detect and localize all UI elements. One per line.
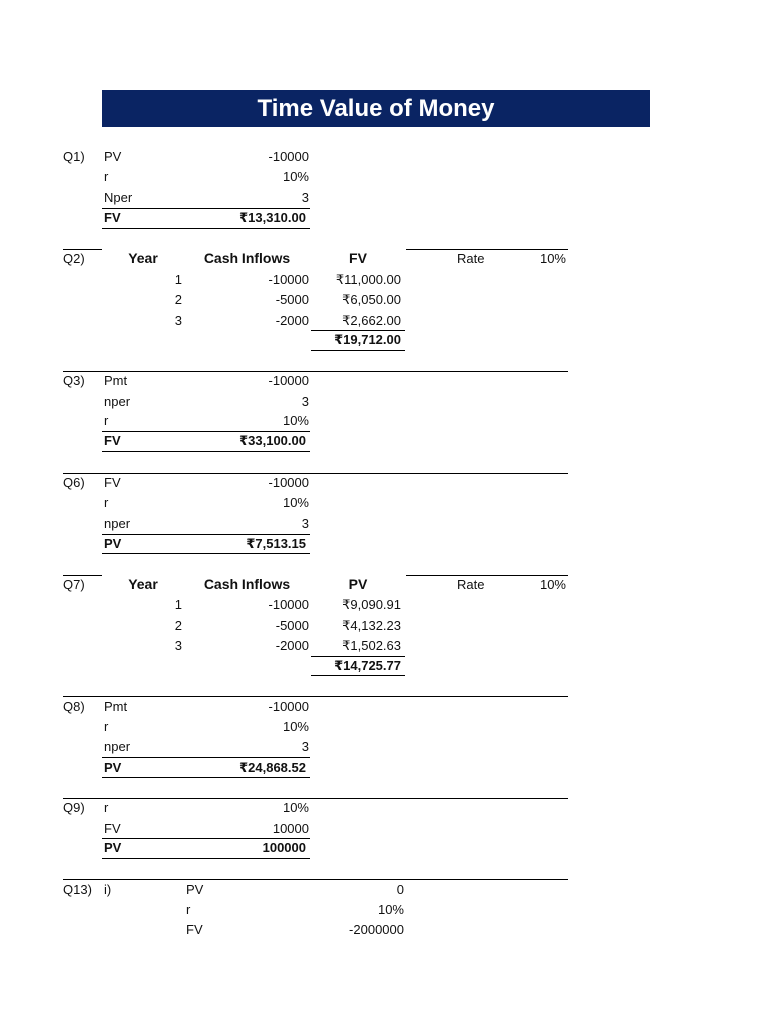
column-header-year: Year (128, 576, 158, 592)
param-value: 0 (396, 882, 404, 897)
year-cell: 1 (174, 272, 182, 287)
param-value: -10000 (268, 475, 309, 490)
question-label: Q1) (63, 149, 85, 164)
page-title: Time Value of Money (102, 90, 650, 127)
year-cell: 3 (174, 313, 182, 328)
param-label: r (104, 413, 109, 428)
question-label: Q6) (63, 475, 85, 490)
year-cell: 2 (174, 618, 182, 633)
param-value: 10000 (272, 821, 309, 836)
result-value: ₹33,100.00 (239, 433, 306, 448)
param-label: PV (186, 882, 204, 897)
year-cell: 1 (174, 597, 182, 612)
param-label: Pmt (104, 373, 128, 388)
pv-cell: ₹1,502.63 (342, 638, 401, 653)
total-value: ₹19,712.00 (334, 332, 401, 347)
param-label: FV (104, 821, 121, 836)
param-value: 3 (301, 516, 309, 531)
divider (102, 757, 310, 758)
param-value: -2000000 (349, 922, 404, 937)
year-cell: 3 (174, 638, 182, 653)
divider (102, 228, 310, 229)
param-label: r (104, 495, 109, 510)
column-header-cash-inflows: Cash Inflows (203, 576, 291, 592)
pv-cell: ₹9,090.91 (342, 597, 401, 612)
param-label: nper (104, 394, 131, 409)
cash-cell: -2000 (275, 313, 309, 328)
param-value: 10% (377, 902, 404, 917)
sub-question-label: i) (104, 882, 112, 897)
question-label: Q8) (63, 699, 85, 714)
question-label: Q9) (63, 800, 85, 815)
param-label: nper (104, 739, 131, 754)
divider (311, 350, 405, 351)
result-label: FV (104, 433, 121, 448)
param-value: 3 (301, 190, 309, 205)
param-value: 10% (282, 495, 309, 510)
divider (63, 473, 568, 474)
question-label: Q13) (63, 882, 92, 897)
rate-value: 10% (539, 251, 566, 266)
divider (311, 675, 405, 676)
cash-cell: -10000 (268, 597, 309, 612)
param-label: r (104, 169, 109, 184)
param-value: 10% (282, 800, 309, 815)
column-header-fv: FV (349, 250, 367, 266)
fv-cell: ₹2,662.00 (342, 313, 401, 328)
param-label: FV (186, 922, 203, 937)
rate-label: Rate (457, 251, 485, 266)
result-label: FV (104, 210, 121, 225)
param-label: PV (104, 149, 122, 164)
result-label: PV (104, 536, 122, 551)
rate-value: 10% (539, 577, 566, 592)
column-header-year: Year (128, 250, 158, 266)
param-value: -10000 (268, 149, 309, 164)
param-label: Pmt (104, 699, 128, 714)
divider (102, 451, 310, 452)
param-value: 10% (282, 169, 309, 184)
param-label: nper (104, 516, 131, 531)
result-value: 100000 (262, 840, 306, 855)
param-value: 3 (301, 394, 309, 409)
param-value: 10% (282, 719, 309, 734)
param-label: r (104, 719, 109, 734)
total-value: ₹14,725.77 (334, 658, 401, 673)
param-value: 3 (301, 739, 309, 754)
rate-label: Rate (457, 577, 485, 592)
divider (102, 858, 310, 859)
result-value: ₹7,513.15 (246, 536, 306, 551)
param-label: r (104, 800, 109, 815)
cash-cell: -10000 (268, 272, 309, 287)
question-label: Q3) (63, 373, 85, 388)
param-value: 10% (282, 413, 309, 428)
param-label: FV (104, 475, 121, 490)
param-label: r (186, 902, 191, 917)
column-header-cash-inflows: Cash Inflows (203, 250, 291, 266)
divider (63, 371, 568, 372)
fv-cell: ₹11,000.00 (335, 272, 401, 287)
param-label: Nper (104, 190, 133, 205)
question-label: Q2) (63, 251, 85, 266)
divider (102, 553, 310, 554)
result-label: PV (104, 840, 122, 855)
divider (63, 879, 568, 880)
question-label: Q7) (63, 577, 85, 592)
result-value: ₹24,868.52 (239, 760, 306, 775)
param-value: -10000 (268, 373, 309, 388)
column-header-pv: PV (348, 576, 368, 592)
result-label: PV (104, 760, 122, 775)
cash-cell: -5000 (275, 618, 309, 633)
result-value: ₹13,310.00 (239, 210, 306, 225)
cash-cell: -2000 (275, 638, 309, 653)
divider (63, 798, 568, 799)
cash-cell: -5000 (275, 292, 309, 307)
divider (63, 696, 568, 697)
fv-cell: ₹6,050.00 (342, 292, 401, 307)
year-cell: 2 (174, 292, 182, 307)
param-value: -10000 (268, 699, 309, 714)
pv-cell: ₹4,132.23 (342, 618, 401, 633)
divider (102, 777, 310, 778)
